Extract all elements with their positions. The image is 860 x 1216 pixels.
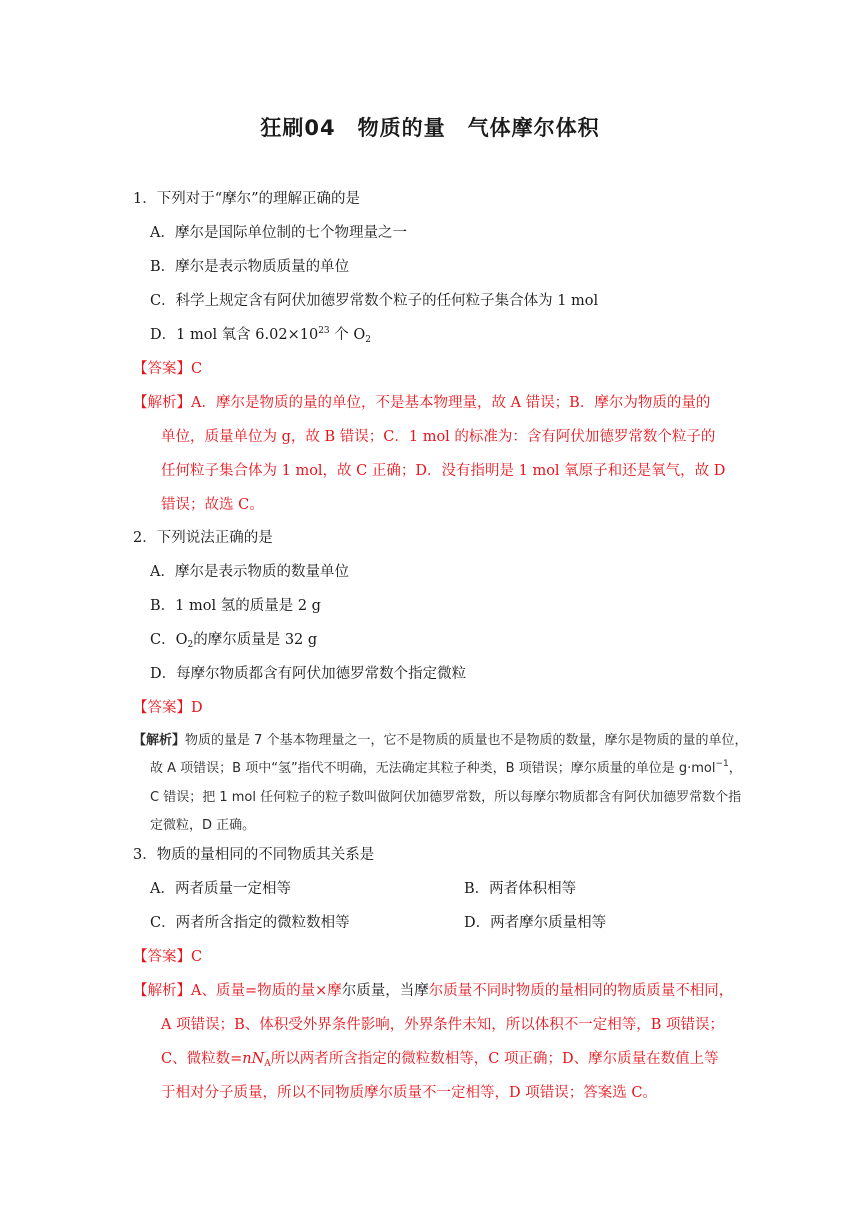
answer-label: 【答案】 — [133, 361, 191, 377]
question-2-stem: 2．下列说法正确的是 — [133, 530, 273, 546]
question-2-explanation-line-1 — [133, 731, 748, 751]
question-3-stem: 3．物质的量相同的不同物质其关系是 — [133, 847, 375, 863]
question-2-option-c — [150, 630, 317, 650]
question-3-explanation-line-3 — [161, 1049, 719, 1069]
question-3-explanation-line-4: 于相对分子质量，所以不同物质摩尔质量不一定相等，D 项错误；答案选 C。 — [161, 1085, 657, 1101]
question-2-option-a: A．摩尔是表示物质的数量单位 — [150, 564, 349, 580]
question-1-explanation-line-1 — [133, 393, 710, 413]
explanation-text-2: 尔质量不同时物质的量相同的物质质量不相同， — [428, 983, 734, 999]
explanation-text: A、质量=物质的量×摩 — [191, 983, 342, 999]
punctuation: ， — [728, 761, 742, 776]
exponent: 23 — [318, 326, 330, 336]
question-1-explanation-line-4: 错误；故选 C。 — [161, 497, 264, 513]
explanation-text: 物质的量是 7 个基本物理量之一，它不是物质的质量也不是物质的数量，摩尔是物质的量的单位， — [185, 733, 748, 748]
question-1-option-c: C．科学上规定含有阿伏加德罗常数个粒子的任何粒子集合体为 1 mol — [150, 293, 599, 309]
explanation-text: A．摩尔是物质的量的单位，不是基本物理量，故 A 错误；B．摩尔为物质的量的 — [191, 395, 711, 411]
question-3-option-b: B．两者体积相等 — [464, 881, 577, 897]
explanation-text: 故 A 项错误；B 项中“氢”指代不明确，无法确定其粒子种类，B 项错误；摩尔质量的单位是 g·mol — [150, 761, 716, 776]
question-2-explanation-line-3: C 错误；把 1 mol 任何粒子的粒子数叫做阿伏加德罗常数，所以每摩尔物质都含有阿伏加德罗常数个指 — [150, 790, 742, 805]
question-1-explanation-line-3: 任何粒子集合体为 1 mol，故 C 正确；D．没有指明是 1 mol 氧原子和还是氧气，故 D — [161, 463, 726, 479]
question-3-option-c: C．两者所含指定的微粒数相等 — [150, 915, 350, 931]
question-1-stem: 1．下列对于“摩尔”的理解正确的是 — [133, 191, 361, 207]
question-1-option-a: A．摩尔是国际单位制的七个物理量之一 — [150, 225, 407, 241]
subscript: 2 — [187, 640, 194, 650]
question-2-option-b: B．1 mol 氢的质量是 2 g — [150, 598, 321, 614]
question-3-option-a: A．两者质量一定相等 — [150, 881, 291, 897]
question-2-explanation-line-2 — [150, 759, 742, 779]
question-1-option-d — [150, 325, 371, 345]
option-d-text: D．1 mol 氧含 6.02×10 — [150, 327, 319, 343]
question-3-answer — [133, 947, 202, 967]
explanation-text: C、微粒数= — [161, 1051, 243, 1067]
question-1-explanation-line-2: 单位，质量单位为 g，故 B 错误；C．1 mol 的标准为：含有阿伏加德罗常数个粒子的 — [161, 429, 716, 445]
explanation-label: 【解析】 — [133, 983, 191, 999]
question-2-explanation-line-4: 定微粒，D 正确。 — [150, 818, 256, 833]
subscript: A — [264, 1059, 271, 1069]
explanation-text-2: 所以两者所含指定的微粒数相等，C 项正确；D、摩尔质量在数值上等 — [270, 1051, 719, 1067]
answer-value: D — [191, 700, 203, 716]
exponent: −1 — [715, 759, 729, 769]
answer-label: 【答案】 — [133, 700, 191, 716]
answer-label: 【答案】 — [133, 949, 191, 965]
subscript: 2 — [365, 335, 371, 345]
question-1-answer — [133, 359, 202, 379]
question-1-option-b: B．摩尔是表示物质质量的单位 — [150, 259, 350, 275]
option-c-text: C．O — [150, 632, 188, 648]
option-d-text-2: 个 O — [329, 327, 366, 343]
question-3-option-d: D．两者摩尔质量相等 — [464, 915, 607, 931]
page-title: 狂刷04 物质的量 气体摩尔体积 — [260, 116, 600, 140]
question-2-answer — [133, 698, 203, 718]
question-3-explanation-line-1 — [133, 981, 733, 1001]
explanation-text-black: 尔质量，当摩 — [341, 983, 429, 999]
question-2-option-d: D．每摩尔物质都含有阿伏加德罗常数个指定微粒 — [150, 666, 467, 682]
answer-value: C — [191, 361, 203, 377]
italic-symbol: nN — [242, 1051, 265, 1067]
explanation-label: 【解析】 — [133, 395, 191, 411]
answer-value: C — [191, 949, 203, 965]
question-3-explanation-line-2: A 项错误；B、体积受外界条件影响，外界条件未知，所以体积不一定相等，B 项错误； — [161, 1017, 724, 1033]
option-c-text-2: 的摩尔质量是 32 g — [193, 632, 318, 648]
explanation-label: 【解析】 — [133, 733, 186, 748]
